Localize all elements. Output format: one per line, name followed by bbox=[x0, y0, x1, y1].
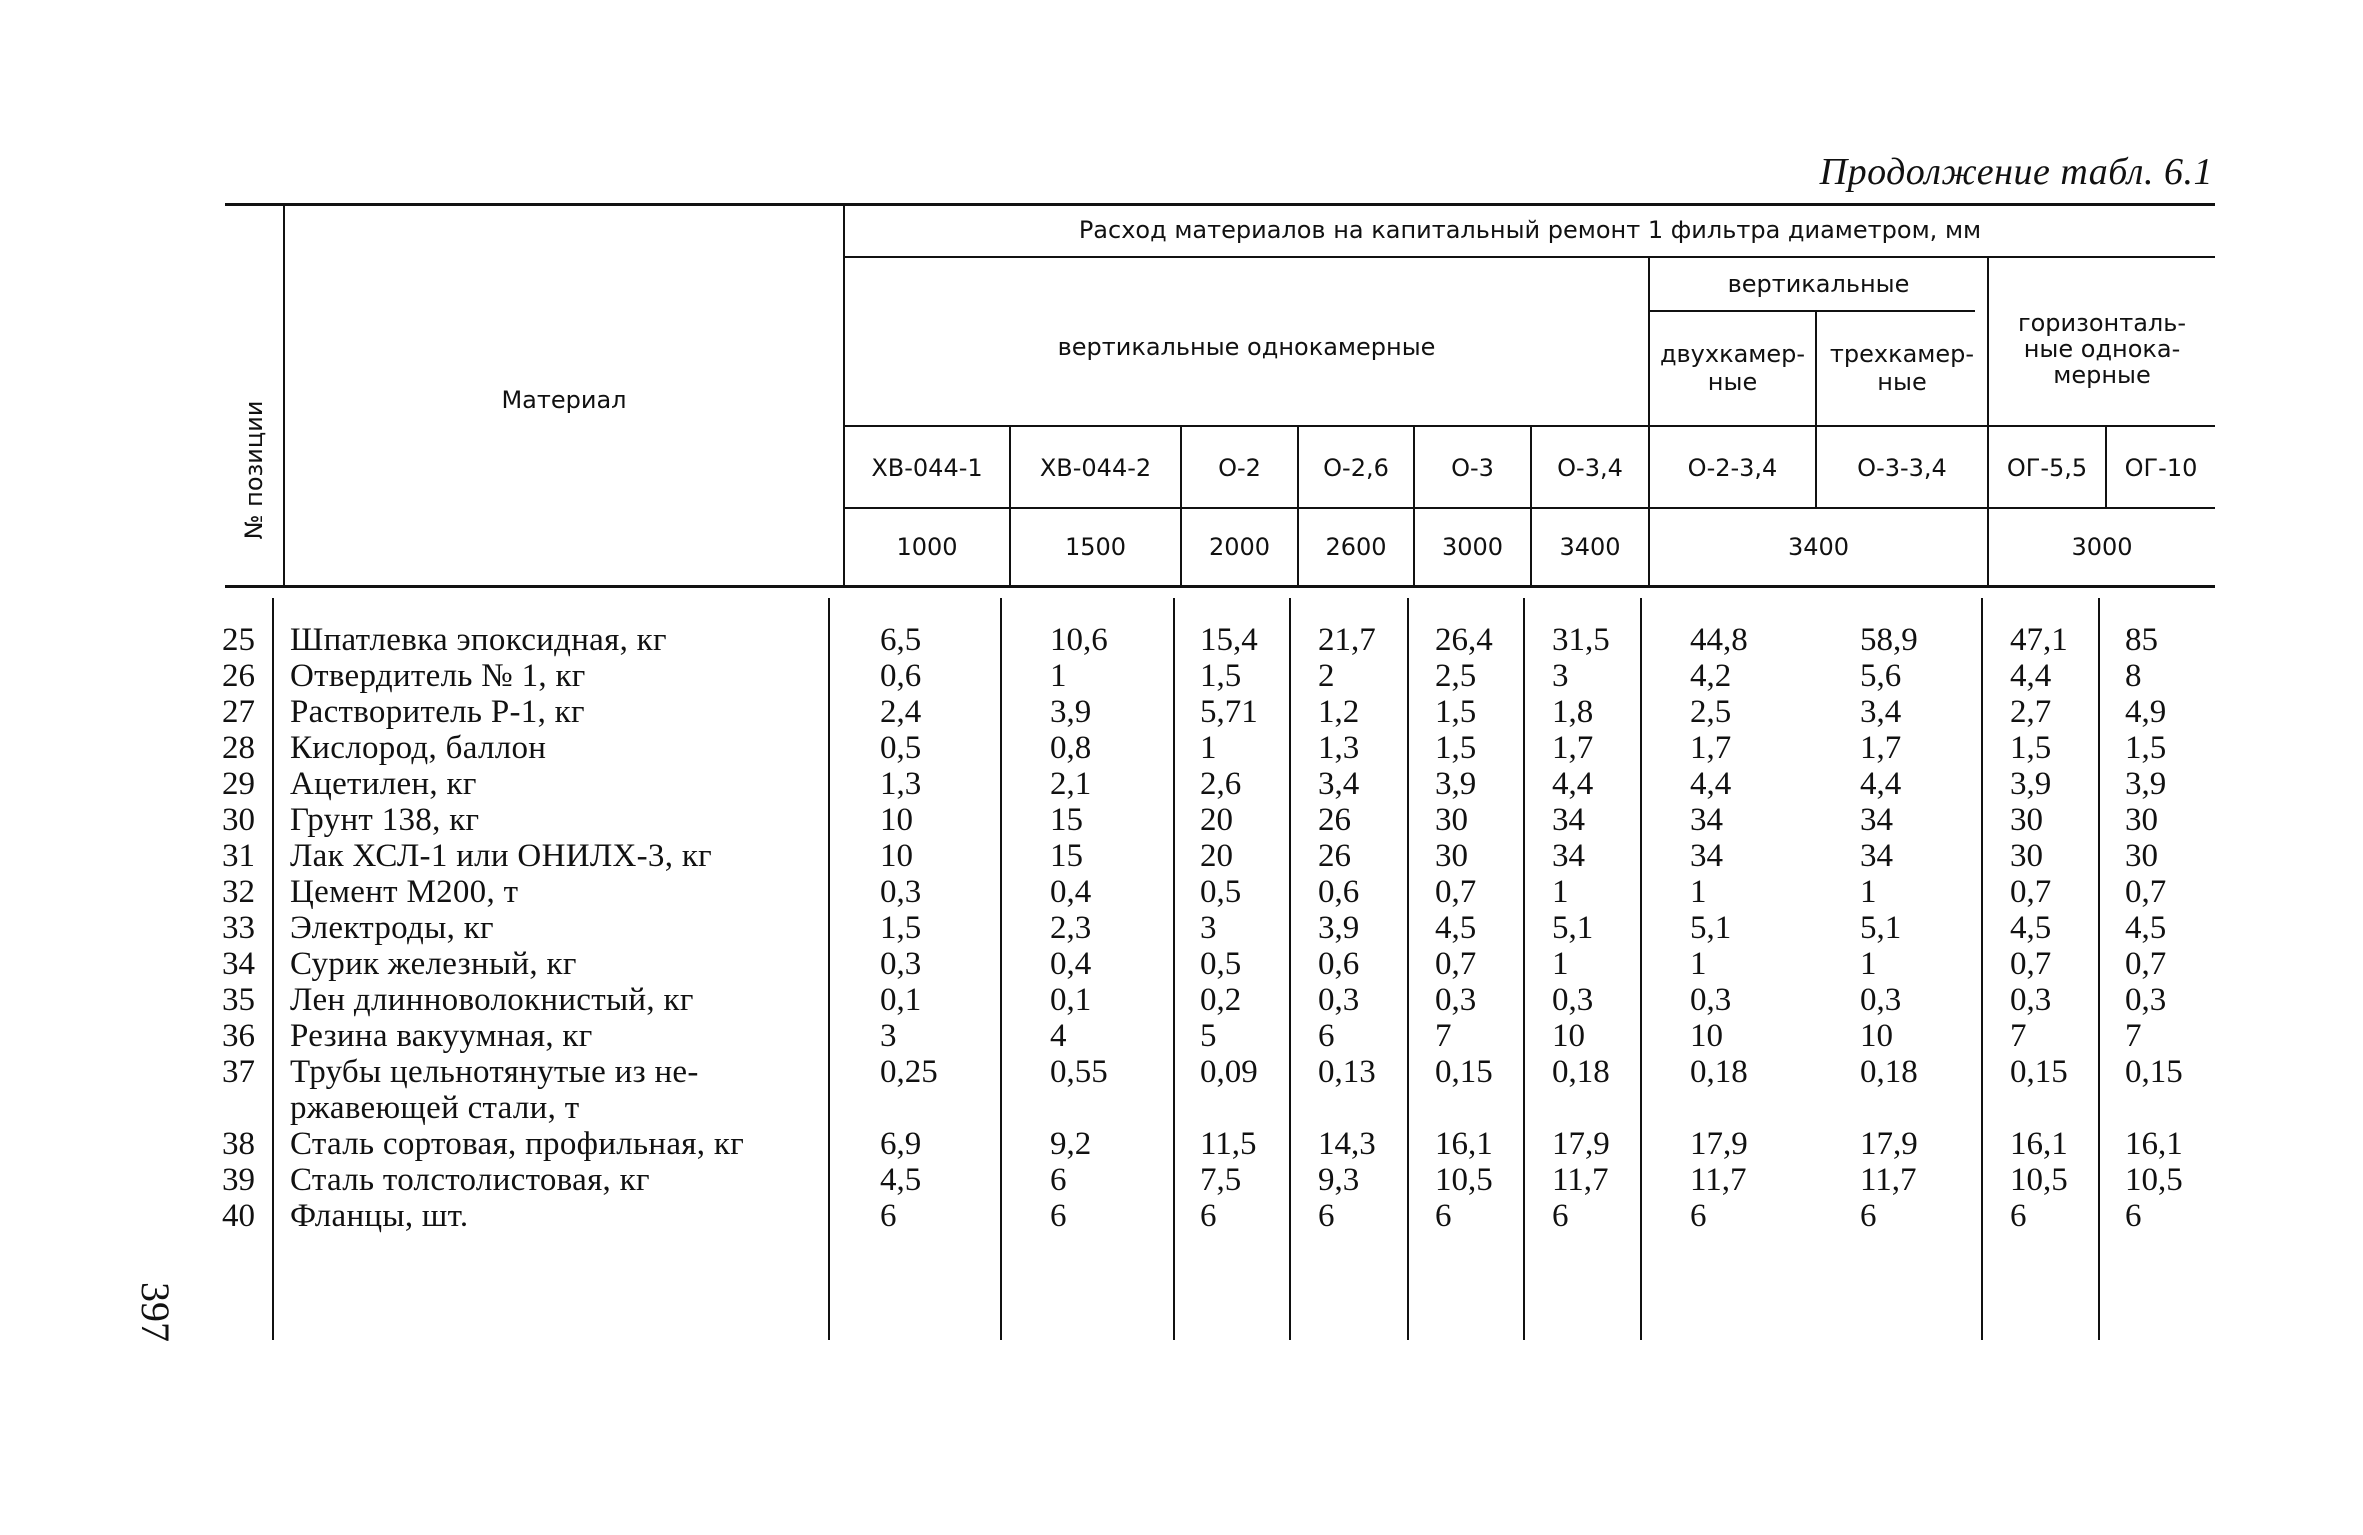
row-value: 2,7 bbox=[2010, 694, 2052, 730]
row-value: 0,5 bbox=[1200, 874, 1242, 910]
row-value: 1,5 bbox=[2010, 730, 2052, 766]
row-value: 1 bbox=[1200, 730, 1217, 766]
header-vline-m2 bbox=[1180, 427, 1182, 585]
row-value: 1 bbox=[1690, 874, 1707, 910]
header-vline-m1 bbox=[1009, 427, 1011, 585]
row-value: 1 bbox=[1860, 874, 1877, 910]
row-value: 1,5 bbox=[2125, 730, 2167, 766]
row-value: 17,9 bbox=[1690, 1126, 1748, 1162]
horizontal-single-chamber-header: горизонталь-ные однока-мерные bbox=[2017, 309, 2187, 389]
main-header-title: Расход материалов на капитальный ремонт 1 фильтра диаметром, мм bbox=[1078, 216, 1982, 244]
row-value: 7 bbox=[2010, 1018, 2027, 1054]
row-position: 26 bbox=[222, 658, 255, 694]
row-value: 3 bbox=[1552, 658, 1569, 694]
row-value: 30 bbox=[2010, 802, 2043, 838]
row-position: 32 bbox=[222, 874, 255, 910]
row-value: 4,5 bbox=[2125, 910, 2167, 946]
row-value: 6 bbox=[2010, 1198, 2027, 1234]
row-value: 34 bbox=[1860, 802, 1893, 838]
row-value: 0,3 bbox=[880, 946, 922, 982]
row-position: 29 bbox=[222, 766, 255, 802]
row-value: 2,3 bbox=[1050, 910, 1092, 946]
row-value: 4,4 bbox=[2010, 658, 2052, 694]
model-label: О-2-3,4 bbox=[1687, 454, 1778, 482]
row-value: 4,4 bbox=[1552, 766, 1594, 802]
row-value: 3,9 bbox=[1318, 910, 1360, 946]
header-vline-m4 bbox=[1413, 427, 1415, 585]
row-value: 0,4 bbox=[1050, 946, 1092, 982]
row-value: 10,5 bbox=[1435, 1162, 1493, 1198]
row-value: 0,6 bbox=[1318, 874, 1360, 910]
row-material: Трубы цельнотянутые из не- bbox=[290, 1054, 699, 1090]
row-value: 10 bbox=[1690, 1018, 1723, 1054]
row-material: Сталь сортовая, профильная, кг bbox=[290, 1126, 745, 1162]
row-value: 10 bbox=[1552, 1018, 1585, 1054]
row-material: Лен длинноволокнистый, кг bbox=[290, 982, 694, 1018]
row-value: 0,6 bbox=[880, 658, 922, 694]
row-value: 21,7 bbox=[1318, 622, 1376, 658]
row-value: 3,4 bbox=[1318, 766, 1360, 802]
row-value: 34 bbox=[1552, 838, 1585, 874]
row-value: 1 bbox=[1860, 946, 1877, 982]
row-value: 0,3 bbox=[1318, 982, 1360, 1018]
model-label: О-2 bbox=[1218, 454, 1261, 482]
row-value: 1,8 bbox=[1552, 694, 1594, 730]
row-value: 0,3 bbox=[880, 874, 922, 910]
body-vline-material bbox=[828, 598, 830, 1340]
row-value: 3 bbox=[880, 1018, 897, 1054]
header-rule-vertical-group bbox=[1650, 310, 1975, 312]
model-label: О-3-3,4 bbox=[1857, 454, 1947, 482]
row-value: 6 bbox=[1318, 1198, 1335, 1234]
row-value: 0,2 bbox=[1200, 982, 1242, 1018]
vertical-single-chamber-header: вертикальные однокамерные bbox=[1057, 333, 1436, 361]
row-material: Фланцы, шт. bbox=[290, 1198, 469, 1234]
row-value: 15 bbox=[1050, 838, 1083, 874]
row-value: 0,8 bbox=[1050, 730, 1092, 766]
row-value: 16,1 bbox=[1435, 1126, 1493, 1162]
row-value: 6 bbox=[880, 1198, 897, 1234]
row-value: 2,1 bbox=[1050, 766, 1092, 802]
row-value: 0,4 bbox=[1050, 874, 1092, 910]
row-value: 58,9 bbox=[1860, 622, 1918, 658]
row-value: 11,7 bbox=[1552, 1162, 1609, 1198]
row-value: 1 bbox=[1552, 874, 1569, 910]
page-number: 397 bbox=[133, 1282, 178, 1342]
row-value: 26,4 bbox=[1435, 622, 1493, 658]
row-value: 10 bbox=[1860, 1018, 1893, 1054]
row-position: 40 bbox=[222, 1198, 255, 1234]
row-material: Сталь толстолистовая, кг bbox=[290, 1162, 650, 1198]
row-value: 6 bbox=[1200, 1198, 1217, 1234]
row-value: 0,3 bbox=[1552, 982, 1594, 1018]
row-value: 8 bbox=[2125, 658, 2142, 694]
row-value: 4,4 bbox=[1860, 766, 1902, 802]
row-value: 34 bbox=[1552, 802, 1585, 838]
diameter-label: 1000 bbox=[896, 533, 958, 561]
row-value: 1,5 bbox=[1435, 730, 1477, 766]
diameter-label: 3000 bbox=[1441, 533, 1504, 561]
row-value: 0,5 bbox=[880, 730, 922, 766]
row-value: 47,1 bbox=[2010, 622, 2068, 658]
row-value: 2,4 bbox=[880, 694, 922, 730]
row-value: 0,15 bbox=[1435, 1054, 1493, 1090]
row-value: 4,9 bbox=[2125, 694, 2167, 730]
body-vline-c4 bbox=[1407, 598, 1409, 1340]
row-value: 30 bbox=[1435, 802, 1468, 838]
model-label: О-3,4 bbox=[1557, 454, 1623, 482]
row-value: 3,4 bbox=[1860, 694, 1902, 730]
row-value: 6 bbox=[1860, 1198, 1877, 1234]
diameter-label: 3400 bbox=[1787, 533, 1850, 561]
header-vline-m5 bbox=[1530, 427, 1532, 585]
row-value: 3,9 bbox=[2125, 766, 2167, 802]
row-value: 5,1 bbox=[1552, 910, 1594, 946]
row-value: 15,4 bbox=[1200, 622, 1258, 658]
body-vline-c3 bbox=[1289, 598, 1291, 1340]
row-value: 5,6 bbox=[1860, 658, 1902, 694]
row-value: 34 bbox=[1690, 838, 1723, 874]
row-value: 0,5 bbox=[1200, 946, 1242, 982]
row-value: 15 bbox=[1050, 802, 1083, 838]
header-bottom-rule bbox=[225, 585, 2215, 588]
vertical-header: вертикальные bbox=[1727, 270, 1910, 298]
row-position: 33 bbox=[222, 910, 255, 946]
row-value: 0,1 bbox=[1050, 982, 1092, 1018]
row-material: Электроды, кг bbox=[290, 910, 494, 946]
row-material: Кислород, баллон bbox=[290, 730, 547, 766]
header-rule-main-title bbox=[845, 256, 2215, 258]
row-value: 10,6 bbox=[1050, 622, 1108, 658]
row-value: 14,3 bbox=[1318, 1126, 1376, 1162]
model-label: ХВ-044-1 bbox=[871, 454, 983, 482]
row-value: 16,1 bbox=[2125, 1126, 2183, 1162]
table-caption: Продолжение табл. 6.1 bbox=[1819, 151, 2213, 193]
row-value: 17,9 bbox=[1860, 1126, 1918, 1162]
row-position: 25 bbox=[222, 622, 255, 658]
row-value: 11,7 bbox=[1860, 1162, 1917, 1198]
row-value: 5,1 bbox=[1860, 910, 1902, 946]
position-number-header: № позиции bbox=[240, 400, 268, 540]
row-value: 4,5 bbox=[1435, 910, 1477, 946]
diameter-label: 3400 bbox=[1559, 533, 1621, 561]
row-value: 0,18 bbox=[1552, 1054, 1610, 1090]
row-position: 39 bbox=[222, 1162, 255, 1198]
two-chamber-header: двухкамер-ные bbox=[1659, 340, 1806, 396]
row-value: 0,13 bbox=[1318, 1054, 1376, 1090]
row-value: 26 bbox=[1318, 802, 1351, 838]
row-value: 6 bbox=[1690, 1198, 1707, 1234]
row-value: 3,9 bbox=[1050, 694, 1092, 730]
row-value: 0,7 bbox=[2010, 946, 2052, 982]
row-material: Шпатлевка эпоксидная, кг bbox=[290, 622, 667, 658]
row-position: 38 bbox=[222, 1126, 255, 1162]
row-value: 7,5 bbox=[1200, 1162, 1242, 1198]
row-value: 10 bbox=[880, 838, 913, 874]
row-value: 85 bbox=[2125, 622, 2158, 658]
row-value: 0,3 bbox=[1860, 982, 1902, 1018]
model-label: ОГ-10 bbox=[2124, 454, 2198, 482]
material-header: Материал bbox=[501, 386, 627, 414]
row-value: 34 bbox=[1690, 802, 1723, 838]
row-value: 0,15 bbox=[2125, 1054, 2183, 1090]
header-vline-material bbox=[843, 206, 845, 585]
row-value: 10,5 bbox=[2010, 1162, 2068, 1198]
row-value: 4,2 bbox=[1690, 658, 1732, 694]
row-material: Отвердитель № 1, кг bbox=[290, 658, 586, 694]
row-value: 1,7 bbox=[1552, 730, 1594, 766]
row-position: 37 bbox=[222, 1054, 255, 1090]
header-vline-m3 bbox=[1297, 427, 1299, 585]
model-label: ОГ-5,5 bbox=[2006, 454, 2088, 482]
row-value: 31,5 bbox=[1552, 622, 1610, 658]
row-value: 26 bbox=[1318, 838, 1351, 874]
row-value: 1 bbox=[1552, 946, 1569, 982]
diameter-label: 1500 bbox=[1064, 533, 1127, 561]
row-value: 6 bbox=[1050, 1162, 1067, 1198]
top-rule bbox=[225, 203, 2215, 206]
row-value: 2,5 bbox=[1435, 658, 1477, 694]
row-value: 4 bbox=[1050, 1018, 1067, 1054]
body-vline-c1 bbox=[1000, 598, 1002, 1340]
row-value: 44,8 bbox=[1690, 622, 1748, 658]
row-value: 0,18 bbox=[1860, 1054, 1918, 1090]
row-value: 6 bbox=[1318, 1018, 1335, 1054]
row-value: 0,09 bbox=[1200, 1054, 1258, 1090]
row-value: 0,7 bbox=[2125, 874, 2167, 910]
row-position: 34 bbox=[222, 946, 255, 982]
row-value: 0,6 bbox=[1318, 946, 1360, 982]
row-value: 6 bbox=[1050, 1198, 1067, 1234]
row-position: 31 bbox=[222, 838, 255, 874]
row-value: 2 bbox=[1318, 658, 1335, 694]
row-value: 0,1 bbox=[880, 982, 922, 1018]
row-material: Цемент М200, т bbox=[290, 874, 519, 910]
model-label: О-2,6 bbox=[1323, 454, 1389, 482]
row-value: 0,3 bbox=[1690, 982, 1732, 1018]
row-value: 6 bbox=[1435, 1198, 1452, 1234]
row-value: 1,3 bbox=[880, 766, 922, 802]
row-position: 27 bbox=[222, 694, 255, 730]
row-value: 0,55 bbox=[1050, 1054, 1108, 1090]
row-material: Лак ХСЛ-1 или ОНИЛХ-3, кг bbox=[290, 838, 712, 874]
row-value: 0,7 bbox=[2010, 874, 2052, 910]
row-value: 2,6 bbox=[1200, 766, 1242, 802]
row-value: 1,5 bbox=[880, 910, 922, 946]
diameter-label: 3000 bbox=[2071, 533, 2133, 561]
row-value: 4,5 bbox=[880, 1162, 922, 1198]
row-value: 2,5 bbox=[1690, 694, 1732, 730]
row-value: 11,7 bbox=[1690, 1162, 1747, 1198]
row-value: 7 bbox=[2125, 1018, 2142, 1054]
row-value: 9,2 bbox=[1050, 1126, 1092, 1162]
diameter-label: 2000 bbox=[1208, 533, 1271, 561]
row-value: 5 bbox=[1200, 1018, 1217, 1054]
row-value: 3 bbox=[1200, 910, 1217, 946]
body-vline-c5 bbox=[1523, 598, 1525, 1340]
row-value: 5,71 bbox=[1200, 694, 1258, 730]
row-value: 5,1 bbox=[1690, 910, 1732, 946]
model-label: О-3 bbox=[1451, 454, 1494, 482]
row-value: 10,5 bbox=[2125, 1162, 2183, 1198]
row-value: 1,3 bbox=[1318, 730, 1360, 766]
row-value: 1,5 bbox=[1200, 658, 1242, 694]
row-value: 7 bbox=[1435, 1018, 1452, 1054]
model-label: ХВ-044-2 bbox=[1039, 454, 1152, 482]
row-value: 3,9 bbox=[2010, 766, 2052, 802]
row-value: 17,9 bbox=[1552, 1126, 1610, 1162]
row-material-continued: ржавеющей стали, т bbox=[290, 1090, 580, 1126]
row-value: 30 bbox=[2125, 802, 2158, 838]
row-value: 0,3 bbox=[2010, 982, 2052, 1018]
body-vline-c9 bbox=[2098, 598, 2100, 1340]
row-value: 1 bbox=[1050, 658, 1067, 694]
row-value: 0,15 bbox=[2010, 1054, 2068, 1090]
row-value: 6,5 bbox=[880, 622, 922, 658]
row-material: Ацетилен, кг bbox=[290, 766, 477, 802]
row-material: Растворитель Р-1, кг bbox=[290, 694, 585, 730]
row-value: 20 bbox=[1200, 802, 1233, 838]
row-value: 6,9 bbox=[880, 1126, 922, 1162]
row-value: 10 bbox=[880, 802, 913, 838]
diameter-label: 2600 bbox=[1325, 533, 1387, 561]
row-value: 20 bbox=[1200, 838, 1233, 874]
body-vline-c2 bbox=[1173, 598, 1175, 1340]
row-value: 34 bbox=[1860, 838, 1893, 874]
row-value: 0,25 bbox=[880, 1054, 938, 1090]
row-material: Грунт 138, кг bbox=[290, 802, 480, 838]
row-position: 30 bbox=[222, 802, 255, 838]
row-value: 11,5 bbox=[1200, 1126, 1257, 1162]
row-position: 35 bbox=[222, 982, 255, 1018]
row-material: Сурик железный, кг bbox=[290, 946, 577, 982]
row-value: 0,7 bbox=[2125, 946, 2167, 982]
row-value: 30 bbox=[1435, 838, 1468, 874]
row-value: 1,7 bbox=[1690, 730, 1732, 766]
row-value: 4,5 bbox=[2010, 910, 2052, 946]
row-value: 6 bbox=[2125, 1198, 2142, 1234]
body-vline-c6 bbox=[1640, 598, 1642, 1340]
row-value: 0,7 bbox=[1435, 874, 1477, 910]
body-vline-c8 bbox=[1981, 598, 1983, 1340]
row-value: 3,9 bbox=[1435, 766, 1477, 802]
row-value: 9,3 bbox=[1318, 1162, 1360, 1198]
row-value: 1,7 bbox=[1860, 730, 1902, 766]
row-value: 0,3 bbox=[2125, 982, 2167, 1018]
row-value: 0,7 bbox=[1435, 946, 1477, 982]
row-position: 36 bbox=[222, 1018, 255, 1054]
row-position: 28 bbox=[222, 730, 255, 766]
row-value: 16,1 bbox=[2010, 1126, 2068, 1162]
row-value: 0,18 bbox=[1690, 1054, 1748, 1090]
row-material: Резина вакуумная, кг bbox=[290, 1018, 593, 1054]
row-value: 0,3 bbox=[1435, 982, 1477, 1018]
row-value: 1,2 bbox=[1318, 694, 1360, 730]
row-value: 1 bbox=[1690, 946, 1707, 982]
row-value: 4,4 bbox=[1690, 766, 1732, 802]
row-value: 1,5 bbox=[1435, 694, 1477, 730]
row-value: 30 bbox=[2125, 838, 2158, 874]
row-value: 30 bbox=[2010, 838, 2043, 874]
row-value: 6 bbox=[1552, 1198, 1569, 1234]
body-vline-pos bbox=[272, 598, 274, 1340]
three-chamber-header: трехкамер-ные bbox=[1829, 340, 1975, 396]
